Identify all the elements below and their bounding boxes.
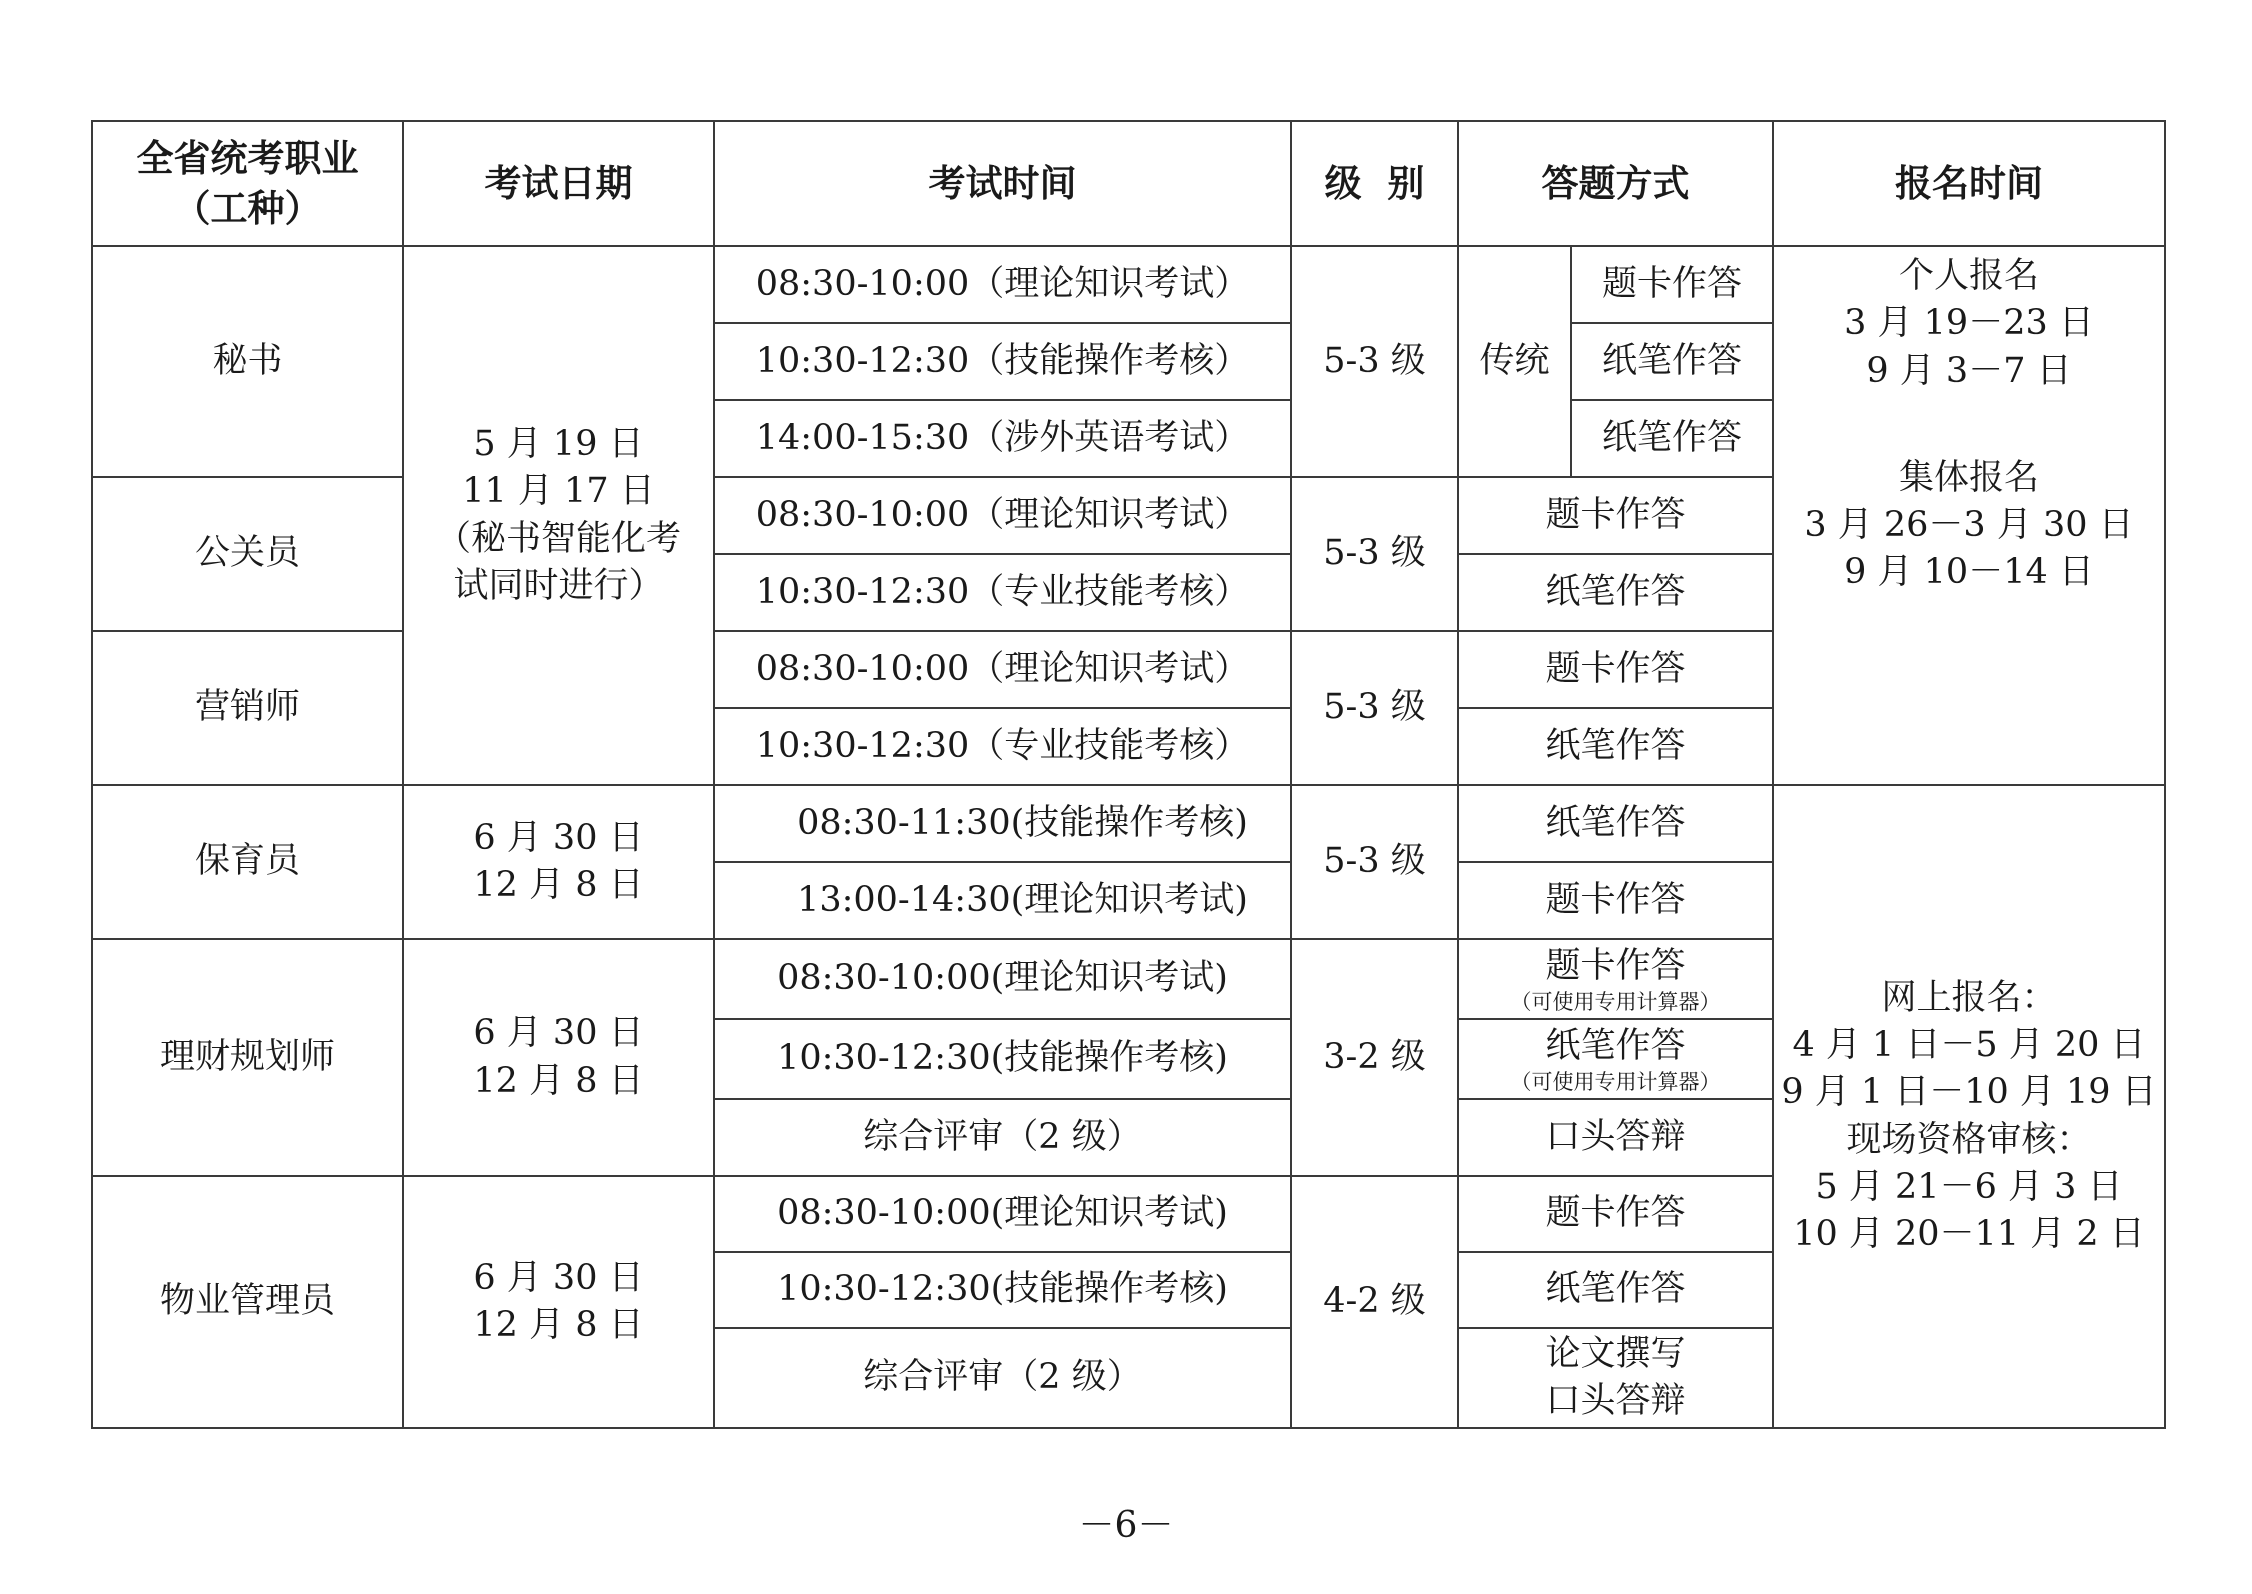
header-date: 考试日期 — [403, 121, 714, 246]
date-line: 12 月 8 日 — [473, 1305, 644, 1345]
mode-cell: 纸笔作答 — [1458, 1252, 1773, 1328]
date-line: 6 月 30 日 — [473, 1013, 644, 1054]
date-note: （秘书智能化考 — [435, 518, 681, 559]
registration-spacer — [1774, 395, 2164, 455]
registration-line: 9 月 1 日－10 月 19 日 — [1781, 1072, 2157, 1113]
time-cell: 08:30-10:00(理论知识考试) — [714, 939, 1291, 1019]
mode-label: 题卡作答 — [1545, 945, 1686, 986]
table-row — [92, 785, 2165, 862]
date-line: 12 月 8 日 — [473, 1060, 644, 1101]
time-cell: 10:30-12:30（专业技能考核） — [714, 708, 1291, 785]
date-line: 12 月 8 日 — [473, 865, 644, 905]
header-occupation-line1: 全省统考职业 — [136, 135, 359, 180]
time-cell: 08:30-10:00（理论知识考试） — [714, 246, 1291, 323]
page-number: －6－ — [1078, 1505, 1174, 1546]
date-line: 11 月 17 日 — [462, 471, 655, 512]
mode-cell: 题卡作答 — [1458, 477, 1773, 554]
header-registration: 报名时间 — [1773, 121, 2165, 246]
registration-line: 网上报名： — [1881, 977, 2057, 1018]
mode-cell: 纸笔作答 — [1458, 554, 1773, 631]
mode-cell: 纸笔作答 — [1458, 785, 1773, 862]
registration-line: 9 月 3－7 日 — [1866, 350, 2072, 391]
level-baoyu: 5-3 级 — [1291, 785, 1458, 939]
mode-cell: 论文撰写 口头答辩 — [1458, 1328, 1773, 1428]
registration-line: 3 月 26－3 月 30 日 — [1804, 505, 2134, 545]
time-cell: 综合评审（2 级） — [714, 1099, 1291, 1176]
time-cell: 08:30-10:00(理论知识考试) — [714, 1176, 1291, 1252]
table-row — [92, 246, 2165, 323]
occupation-wuye: 物业管理员 — [92, 1176, 403, 1428]
mode-cell — [1458, 939, 1773, 1019]
header-occupation-line2: （工种） — [173, 185, 322, 230]
time-cell: 13:00-14:30(理论知识考试) — [714, 862, 1291, 939]
occupation-licai: 理财规划师 — [92, 939, 403, 1176]
level-gongguan: 5-3 级 — [1291, 477, 1458, 631]
time-cell: 10:30-12:30（专业技能考核） — [714, 554, 1291, 631]
mode-note: （可使用专用计算器） — [1510, 1070, 1721, 1095]
time-cell: 10:30-12:30（技能操作考核） — [714, 323, 1291, 400]
registration-line: 5 月 21－6 月 3 日 — [1815, 1166, 2123, 1207]
registration-line: 4 月 1 日－5 月 20 日 — [1792, 1025, 2146, 1065]
header-time: 考试时间 — [714, 121, 1291, 246]
date-line: 6 月 30 日 — [473, 817, 644, 858]
mode-cell — [1458, 1019, 1773, 1099]
mode-label: 纸笔作答 — [1545, 1025, 1686, 1066]
mode-cell: 题卡作答 — [1458, 631, 1773, 708]
date-note: 试同时进行） — [453, 565, 664, 606]
level-mishu: 5-3 级 — [1291, 246, 1458, 477]
date-baoyu — [403, 785, 714, 939]
time-cell: 08:30-11:30(技能操作考核) — [714, 785, 1291, 862]
mode-cell: 题卡作答 — [1458, 1176, 1773, 1252]
mode-cell: 口头答辩 — [1458, 1099, 1773, 1176]
registration-line: 10 月 20－11 月 2 日 — [1793, 1214, 2145, 1254]
registration-line: 集体报名 — [1898, 457, 2039, 498]
time-cell: 08:30-10:00（理论知识考试） — [714, 631, 1291, 708]
occupation-gongguan: 公关员 — [92, 477, 403, 631]
date-line: 6 月 30 日 — [473, 1257, 644, 1298]
time-cell: 08:30-10:00（理论知识考试） — [714, 477, 1291, 554]
time-cell: 14:00-15:30（涉外英语考试） — [714, 400, 1291, 477]
registration-line: 3 月 19－23 日 — [1844, 303, 2094, 344]
registration-group-1 — [1773, 246, 2165, 785]
exam-schedule-table — [91, 120, 2166, 1429]
header-row — [92, 121, 2165, 246]
level-wuye: 4-2 级 — [1291, 1176, 1458, 1428]
occupation-mishu: 秘书 — [92, 246, 403, 477]
date-group-1 — [403, 246, 714, 785]
header-level: 级 别 — [1291, 121, 1458, 246]
mode-note: （可使用专用计算器） — [1510, 990, 1721, 1015]
header-mode: 答题方式 — [1458, 121, 1773, 246]
header-occupation — [92, 121, 403, 246]
registration-line: 9 月 10－14 日 — [1844, 552, 2094, 593]
mode-cell: 纸笔作答 — [1571, 400, 1773, 477]
time-cell: 10:30-12:30(技能操作考核) — [714, 1019, 1291, 1099]
date-wuye — [403, 1176, 714, 1428]
date-licai — [403, 939, 714, 1176]
mode-cell: 纸笔作答 — [1571, 323, 1773, 400]
time-cell: 10:30-12:30(技能操作考核) — [714, 1252, 1291, 1328]
mode-cell: 题卡作答 — [1458, 862, 1773, 939]
registration-group-2 — [1773, 785, 2165, 1428]
date-line: 5 月 19 日 — [473, 424, 644, 464]
level-licai: 3-2 级 — [1291, 939, 1458, 1176]
occupation-yingxiao: 营销师 — [92, 631, 403, 785]
registration-line: 现场资格审核： — [1846, 1119, 2092, 1160]
mode-cell: 题卡作答 — [1571, 246, 1773, 323]
level-yingxiao: 5-3 级 — [1291, 631, 1458, 785]
time-cell: 综合评审（2 级） — [714, 1328, 1291, 1428]
mode-group-mishu: 传统 — [1458, 246, 1571, 477]
occupation-baoyu: 保育员 — [92, 785, 403, 939]
mode-cell: 纸笔作答 — [1458, 708, 1773, 785]
registration-line: 个人报名 — [1898, 256, 2039, 296]
